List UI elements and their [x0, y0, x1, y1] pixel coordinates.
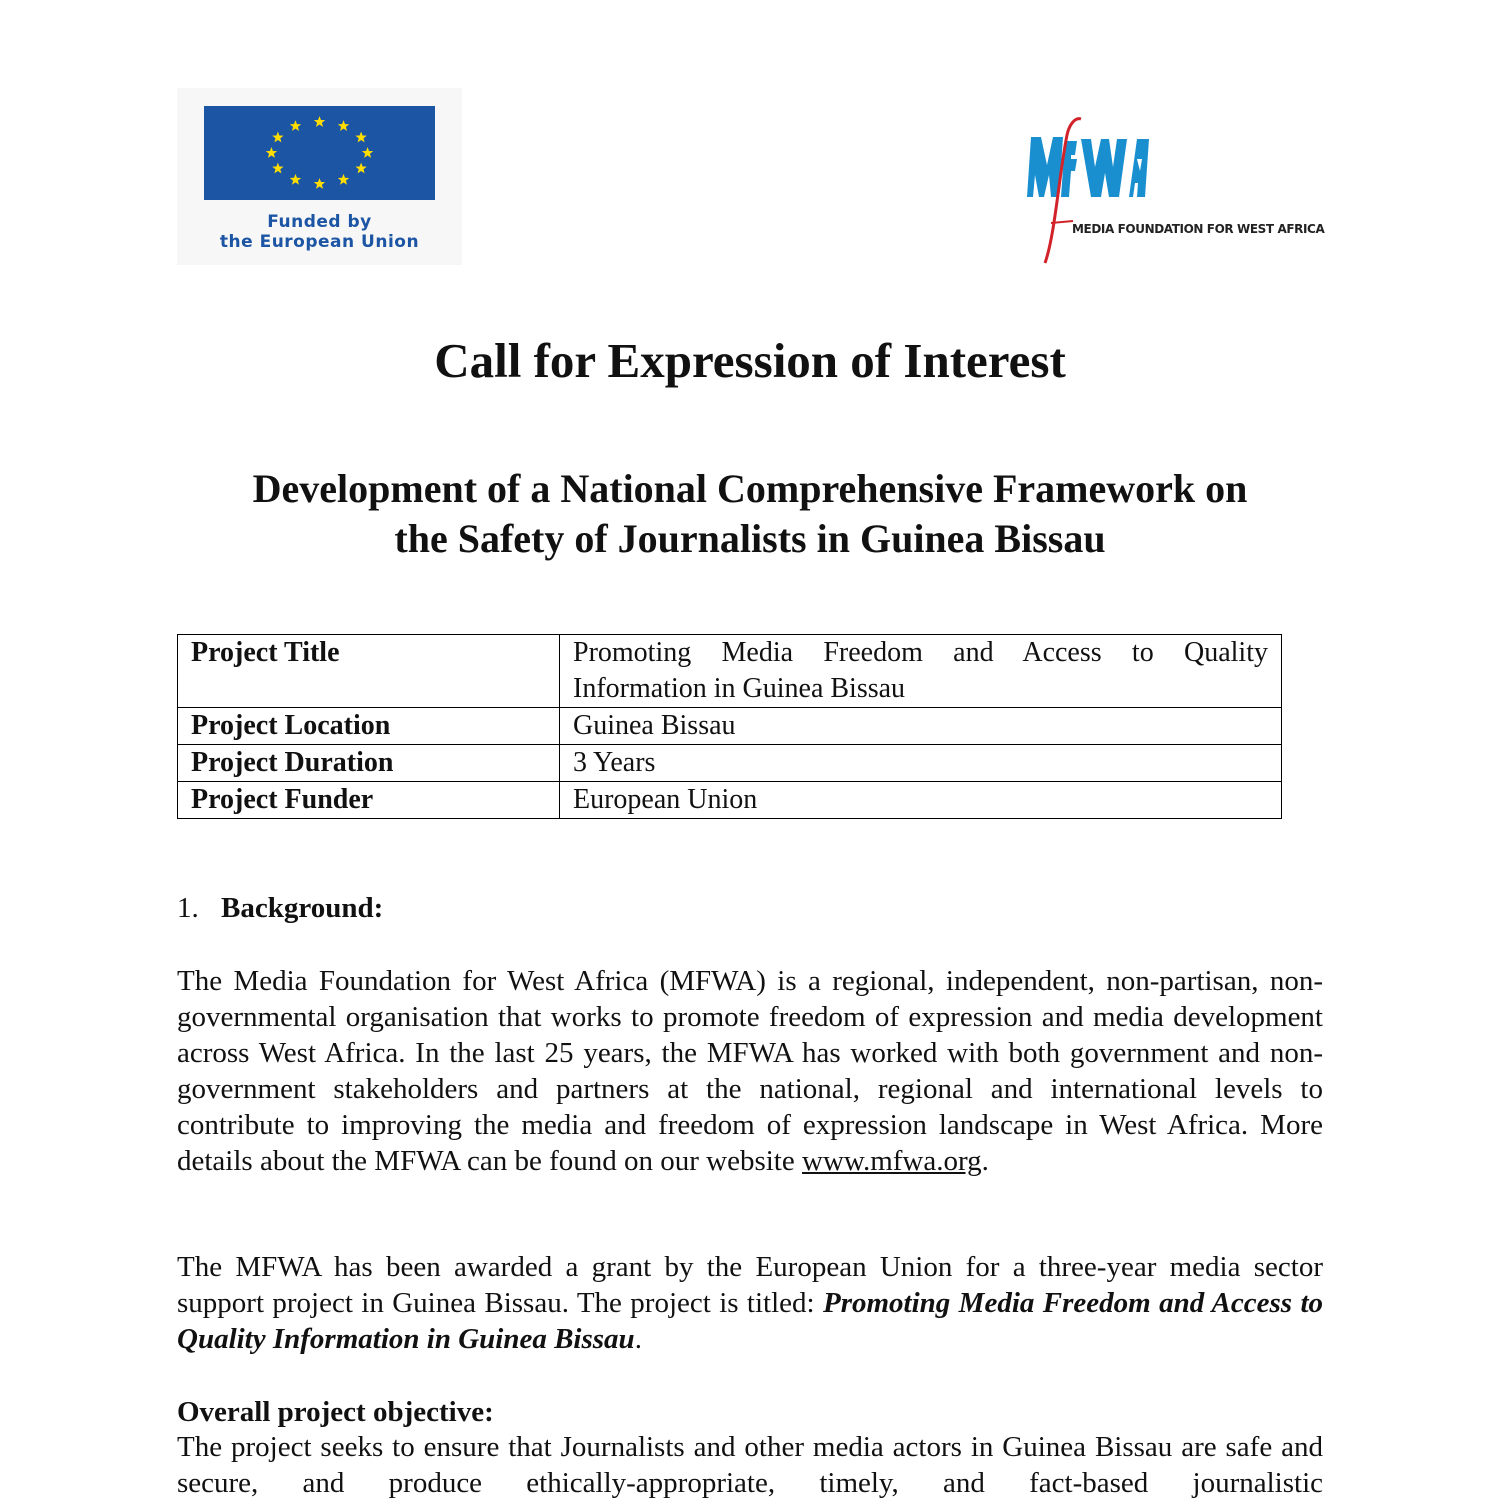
grant-text: The MFWA has been awarded a grant by the European Union for a three-year media sector support project in Guinea Bissau. The project is titled: [177, 1251, 1323, 1319]
eu-caption-line2: the European Union [219, 232, 420, 252]
eu-star-icon [338, 174, 349, 185]
eu-caption-line1: Funded by [267, 212, 372, 232]
objective-heading: Overall project objective: [177, 1396, 494, 1428]
eu-star-icon [266, 147, 277, 158]
eu-star-icon [290, 120, 301, 131]
objective-paragraph: The project seeks to ensure that Journalists and other media actors in Guinea Bissau are safe and secure, and produce ethically-appropriate, timely, and fact-based journalistic [177, 1431, 1323, 1499]
grant-end: . [634, 1323, 642, 1355]
eu-funded-caption [177, 212, 462, 252]
eu-star-icon [355, 163, 366, 174]
table-value-cell: Promoting Media Freedom and Access to Quality Information in Guinea Bissau [560, 635, 1282, 708]
page-subtitle [180, 464, 1320, 564]
table-row [178, 708, 1282, 745]
table-value-cell: 3 Years [560, 745, 1282, 782]
table-row [178, 745, 1282, 782]
background-end: . [981, 1145, 989, 1177]
project-info-table [177, 634, 1282, 819]
section-number: 1. [177, 892, 199, 924]
eu-star-icon [338, 120, 349, 131]
eu-star-icon [272, 163, 283, 174]
table-key-cell: Project Location [178, 708, 560, 745]
background-paragraph [177, 963, 1323, 1179]
eu-star-icon [272, 132, 283, 143]
eu-star-icon [314, 116, 325, 127]
eu-star-icon [314, 178, 325, 189]
project-title-emphasis: Promoting Media Freedom and Access to Quality Information in Guinea Bissau [177, 1287, 1324, 1355]
table-key-cell: Project Title [178, 635, 560, 708]
subtitle-line1: Development of a National Comprehensive Framework on [252, 466, 1248, 511]
section-heading-background [177, 890, 383, 926]
mfwa-caption: MEDIA FOUNDATION FOR WEST AFRICA [1072, 222, 1325, 236]
eu-star-icon [290, 174, 301, 185]
mfwa-logo [1025, 115, 1285, 265]
eu-logo [177, 88, 462, 265]
section-label: Background: [221, 892, 384, 924]
eu-star-icon [362, 147, 373, 158]
table-value-cell: Guinea Bissau [560, 708, 1282, 745]
table-key-cell: Project Duration [178, 745, 560, 782]
eu-flag-icon [204, 106, 435, 200]
table-row [178, 635, 1282, 708]
mfwa-website-link[interactable]: www.mfwa.org [802, 1145, 982, 1177]
eu-star-icon [355, 132, 366, 143]
page-title: Call for Expression of Interest [434, 333, 1066, 388]
background-text: The Media Foundation for West Africa (MFWA) is a regional, independent, non-partisan, non-governmental organisation that works to promote freedom of expression and media development across West Africa. In the last 25 years, the MFWA has worked with both government and non-government stakeholders and partners at the national, regional and international levels to contribute to improving the media and freedom of expression landscape in West Africa. More details about the MFWA can be found on our website [177, 965, 1323, 1177]
table-row [178, 782, 1282, 819]
subtitle-line2: the Safety of Journalists in Guinea Bissau [394, 516, 1106, 561]
table-key-cell: Project Funder [178, 782, 560, 819]
table-value-cell: European Union [560, 782, 1282, 819]
grant-paragraph [177, 1249, 1323, 1357]
